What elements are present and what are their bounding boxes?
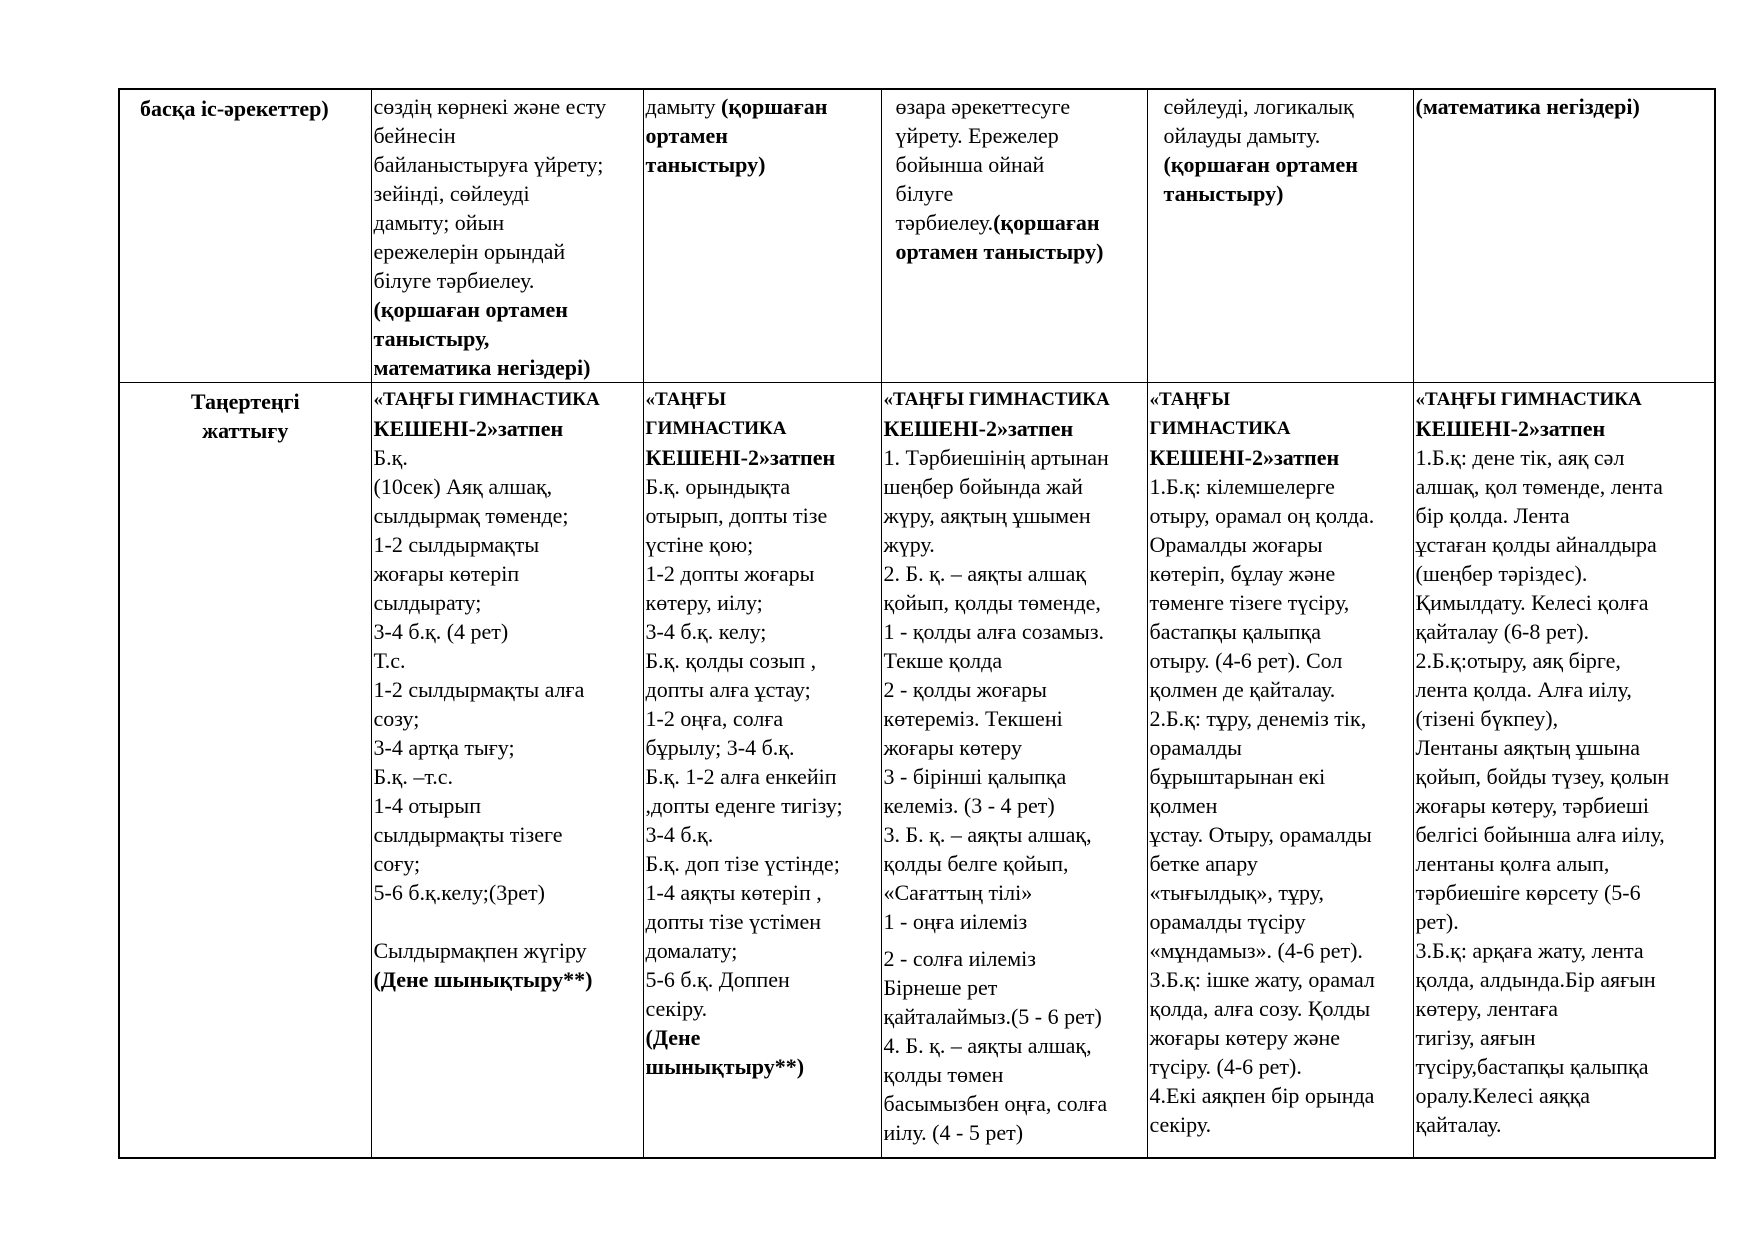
- cell-text-line: ,допты еденге тигізу;: [645, 793, 843, 818]
- subject-label: шынықтыру**): [645, 1054, 805, 1079]
- cell-text-line: 2 - солға иілеміз: [883, 946, 1036, 971]
- cell-text-line: 3.Б.қ: арқаға жату, лента: [1415, 938, 1644, 963]
- cell-text-line: 1 - оңға иілеміз: [883, 909, 1028, 934]
- cell-text-line: секіру.: [645, 996, 708, 1021]
- cell-text-line: лентаны қолға алып,: [1415, 851, 1610, 876]
- cell-text-line: «мұндамыз». (4-6 рет).: [1149, 938, 1363, 963]
- table-row: [119, 383, 1715, 1159]
- cell-text-line: бұрылу; 3-4 б.қ.: [645, 735, 795, 760]
- cell-text-line: 5-6 б.қ. Доппен: [645, 967, 790, 992]
- table-cell: [1413, 89, 1715, 383]
- cell-text-line: тигізу, аяғын: [1415, 1025, 1536, 1050]
- subject-label: (қоршаған ортамен: [1163, 152, 1358, 177]
- cell-text-line: «Сағаттың тілі»: [883, 880, 1033, 905]
- cell-text-line: Т.с.: [373, 648, 406, 673]
- cell-text-line: 1.Б.қ: дене тік, аяқ сәл: [1415, 445, 1625, 470]
- cell-text-line: сөздің көрнекі және есту: [373, 94, 607, 119]
- cell-text-line: отырып, допты тізе: [645, 503, 828, 528]
- row-label: басқа іс-әрекеттер): [140, 96, 329, 121]
- cell-text-line: ережелерін орындай: [373, 239, 566, 264]
- cell-text-line: бұрыштарынан екі: [1149, 764, 1326, 789]
- cell-text-line: домалату;: [645, 938, 738, 963]
- table-cell: [1147, 383, 1413, 1159]
- cell-text-line: 1-2 сылдырмақты алға: [373, 677, 585, 702]
- cell-text-line: жоғары көтеру және: [1149, 1025, 1341, 1050]
- cell-text-line: жоғары көтеру: [883, 735, 1022, 760]
- cell-text-line: ұстау. Отыру, орамалды: [1149, 822, 1372, 847]
- cell-text-line: орамалды түсіру: [1149, 909, 1306, 934]
- row-label: Таңертеңгі: [190, 389, 300, 414]
- exercise-heading: КЕШЕНІ-2»затпен: [645, 445, 836, 470]
- cell-text-line: бейнесін: [373, 123, 456, 148]
- table-cell: [643, 89, 881, 383]
- cell-text-line: 2.Б.қ: тұру, денеміз тік,: [1149, 706, 1367, 731]
- cell-text-line: (шеңбер тәріздес).: [1415, 561, 1588, 586]
- cell-text-line: бойынша ойнай: [895, 152, 1045, 177]
- exercise-heading: «ТАҢҒЫ: [645, 389, 726, 410]
- cell-text-line: Бірнеше рет: [883, 975, 998, 1000]
- cell-text-line: төменге тізеге түсіру,: [1149, 590, 1350, 615]
- cell-text-line: отыру, орамал оң қолда.: [1149, 503, 1375, 528]
- cell-text-line: қолда, алдында.Бір аяғын: [1415, 967, 1656, 992]
- cell-text-line: үстіне қою;: [645, 532, 754, 557]
- plain-text: дамыту: [645, 94, 721, 119]
- cell-text-line: Текше қолда: [883, 648, 1003, 673]
- cell-text-line: алшақ, қол төменде, лента: [1415, 474, 1663, 499]
- cell-text-line: қолды төмен: [883, 1062, 1004, 1087]
- cell-text-line: қайталау.: [1415, 1112, 1502, 1137]
- cell-text-line: иілу. (4 - 5 рет): [883, 1120, 1024, 1145]
- exercise-heading: КЕШЕНІ-2»затпен: [1415, 416, 1606, 441]
- plain-text: тәрбиелеу.: [895, 210, 994, 235]
- cell-text-line: 1. Тәрбиешінің артынан: [883, 445, 1109, 470]
- subject-label: ортамен таныстыру): [895, 239, 1104, 264]
- cell-text-line: оралу.Келесі аяққа: [1415, 1083, 1591, 1108]
- cell-text-line: зейінді, сөйлеуді: [373, 181, 530, 206]
- subject-label: (математика негіздері): [1415, 94, 1640, 119]
- cell-text-line: Б.қ. доп тізе үстінде;: [645, 851, 840, 876]
- cell-text-line: Б.қ. қолды созып ,: [645, 648, 817, 673]
- cell-text-line: қойып, қолды төменде,: [883, 590, 1101, 615]
- exercise-heading: «ТАҢҒЫ ГИМНАСТИКА: [373, 389, 600, 410]
- cell-text-line: қойып, бойды түзеу, қолын: [1415, 764, 1670, 789]
- table-cell: [1413, 383, 1715, 1159]
- cell-text-line: өзара әрекеттесуге: [895, 94, 1071, 119]
- cell-text-line: түсіру. (4-6 рет).: [1149, 1054, 1302, 1079]
- cell-text-line: ұстаған қолды айналдыра: [1415, 532, 1657, 557]
- exercise-heading: «ТАҢҒЫ ГИМНАСТИКА: [1415, 389, 1642, 410]
- row-label-cell: [119, 89, 371, 383]
- cell-text-line: сылдырмақ төменде;: [373, 503, 569, 528]
- cell-text-line: жүру.: [883, 532, 935, 557]
- cell-text-line: Б.қ. –т.с.: [373, 764, 454, 789]
- subject-label: таныстыру): [645, 152, 766, 177]
- cell-text-line: үйрету. Ережелер: [895, 123, 1059, 148]
- cell-text-line: 3-4 б.қ.: [645, 822, 714, 847]
- cell-text-line: (10сек) Аяқ алшақ,: [373, 474, 553, 499]
- cell-text-line: қайталау (6-8 рет).: [1415, 619, 1590, 644]
- cell-text-line: білуге тәрбиелеу.: [373, 268, 535, 293]
- cell-text-line: дамыту; ойын: [373, 210, 505, 235]
- cell-text-line: орамалды: [1149, 735, 1242, 760]
- cell-text-line: 1-4 аяқты көтеріп ,: [645, 880, 822, 905]
- row-label-cell: [119, 383, 371, 1159]
- cell-text-line: қолмен: [1149, 793, 1218, 818]
- cell-text-line: Сылдырмақпен жүгіру: [373, 938, 587, 963]
- cell-text-line: шеңбер бойында жай: [883, 474, 1083, 499]
- cell-text-line: 1.Б.қ: кілемшелерге: [1149, 474, 1335, 499]
- cell-text-line: бастапқы қалыпқа: [1149, 619, 1321, 644]
- table-cell: [881, 383, 1147, 1159]
- exercise-heading: КЕШЕНІ-2»затпен: [883, 416, 1074, 441]
- cell-text-line: созу;: [373, 706, 420, 731]
- cell-text-line: 4.Екі аяқпен бір орында: [1149, 1083, 1375, 1108]
- cell-text-line: көтеру, лентаға: [1415, 996, 1559, 1021]
- cell-text-line: 3-4 б.қ. (4 рет): [373, 619, 509, 644]
- cell-text-line: сөйлеуді, логикалық: [1163, 94, 1354, 119]
- cell-text-line: Б.қ. 1-2 алға енкейіп: [645, 764, 837, 789]
- table-row: [119, 89, 1715, 383]
- cell-text-line: сылдырату;: [373, 590, 482, 615]
- daily-plan-table: [118, 88, 1716, 1159]
- cell-text-line: 3-4 артқа тығу;: [373, 735, 515, 760]
- cell-text-line: қолда, алға созу. Қолды: [1149, 996, 1371, 1021]
- cell-text-line: ойлауды дамыту.: [1163, 123, 1321, 148]
- cell-text-line: 1-2 оңға, солға: [645, 706, 784, 731]
- cell-text-line: 1 - қолды алға созамыз.: [883, 619, 1105, 644]
- cell-text-line: қолды белге қойып,: [883, 851, 1069, 876]
- cell-text-line: қайталаймыз.(5 - 6 рет): [883, 1004, 1102, 1029]
- cell-text-line: рет).: [1415, 909, 1459, 934]
- cell-text-line: Орамалды жоғары: [1149, 532, 1323, 557]
- cell-text-line: секіру.: [1149, 1112, 1212, 1137]
- cell-text-line: 3. Б. қ. – аяқты алшақ,: [883, 822, 1092, 847]
- bold-text: (қоршаған: [993, 210, 1100, 235]
- subject-label: ортамен: [645, 123, 728, 148]
- exercise-heading: КЕШЕНІ-2»затпен: [373, 416, 564, 441]
- cell-text-line: 1-2 допты жоғары: [645, 561, 815, 586]
- cell-text-line: сылдырмақты тізеге: [373, 822, 563, 847]
- exercise-heading: ГИМНАСТИКА: [645, 418, 787, 439]
- cell-text-line: допты тізе үстімен: [645, 909, 821, 934]
- cell-text-line: бір қолда. Лента: [1415, 503, 1570, 528]
- cell-text-line: «тығылдық», тұру,: [1149, 880, 1324, 905]
- blank-line: [374, 907, 641, 936]
- cell-text-line: 1-4 отырып: [373, 793, 481, 818]
- cell-text-line: лента қолда. Алға иілу,: [1415, 677, 1632, 702]
- exercise-heading: «ТАҢҒЫ: [1149, 389, 1230, 410]
- exercise-heading: КЕШЕНІ-2»затпен: [1149, 445, 1340, 470]
- cell-text-line: 2.Б.қ:отыру, аяқ бірге,: [1415, 648, 1621, 673]
- spacer: [884, 936, 1145, 944]
- subject-label: таныстыру,: [373, 326, 490, 351]
- bold-text: (қоршаған: [721, 94, 828, 119]
- cell-text-line: білуге: [895, 181, 954, 206]
- cell-text-line: жоғары көтеріп: [373, 561, 520, 586]
- exercise-heading: ГИМНАСТИКА: [1149, 418, 1291, 439]
- subject-label: (Дене шынықтыру**): [373, 967, 593, 992]
- subject-label: математика негіздері): [373, 355, 591, 380]
- subject-label: (Дене: [645, 1025, 701, 1050]
- table-cell: [371, 89, 643, 383]
- cell-text-line: Қимылдату. Келесі қолға: [1415, 590, 1649, 615]
- cell-text-line: көтеріп, бұлау және: [1149, 561, 1336, 586]
- cell-text-line: байланыстыруға үйрету;: [373, 152, 604, 177]
- cell-text-line: [896, 208, 1145, 237]
- cell-text-line: 2 - қолды жоғары: [883, 677, 1047, 702]
- cell-text-line: басымызбен оңға, солға: [883, 1091, 1108, 1116]
- subject-label: (қоршаған ортамен: [373, 297, 568, 322]
- cell-text-line: (тізені бүкпеу),: [1415, 706, 1559, 731]
- cell-text-line: жоғары көтеру, тәрбиеші: [1415, 793, 1649, 818]
- cell-text-line: [646, 92, 879, 121]
- exercise-heading: «ТАҢҒЫ ГИМНАСТИКА: [883, 389, 1110, 410]
- cell-text-line: тәрбиешіге көрсету (5-6: [1415, 880, 1641, 905]
- row-label: жаттығу: [202, 418, 289, 443]
- table-cell: [881, 89, 1147, 383]
- cell-text-line: допты алға ұстау;: [645, 677, 811, 702]
- table-cell: [643, 383, 881, 1159]
- cell-text-line: түсіру,бастапқы қалыпқа: [1415, 1054, 1649, 1079]
- cell-text-line: көтеру, иілу;: [645, 590, 763, 615]
- cell-text-line: Б.қ.: [373, 445, 408, 470]
- table-cell: [1147, 89, 1413, 383]
- cell-text-line: 3.Б.қ: ішке жату, орамал: [1149, 967, 1375, 992]
- cell-text-line: көтереміз. Текшені: [883, 706, 1063, 731]
- cell-text-line: соғу;: [373, 851, 421, 876]
- cell-text-line: 3 - бірінші қалыпқа: [883, 764, 1067, 789]
- subject-label: таныстыру): [1163, 181, 1284, 206]
- cell-text-line: келеміз. (3 - 4 рет): [883, 793, 1055, 818]
- cell-text-line: Б.қ. орындықта: [645, 474, 791, 499]
- cell-text-line: 1-2 сылдырмақты: [373, 532, 540, 557]
- table-cell: [371, 383, 643, 1159]
- cell-text-line: 3-4 б.қ. келу;: [645, 619, 767, 644]
- cell-text-line: бетке апару: [1149, 851, 1258, 876]
- cell-text-line: Лентаны аяқтың ұшына: [1415, 735, 1641, 760]
- cell-text-line: белгісі бойынша алға иілу,: [1415, 822, 1665, 847]
- cell-text-line: 4. Б. қ. – аяқты алшақ,: [883, 1033, 1092, 1058]
- cell-text-line: қолмен де қайталау.: [1149, 677, 1336, 702]
- cell-text-line: 5-6 б.қ.келу;(3рет): [373, 880, 545, 905]
- cell-text-line: 2. Б. қ. – аяқты алшақ: [883, 561, 1087, 586]
- cell-text-line: жүру, аяқтың ұшымен: [883, 503, 1091, 528]
- cell-text-line: отыру. (4-6 рет). Сол: [1149, 648, 1343, 673]
